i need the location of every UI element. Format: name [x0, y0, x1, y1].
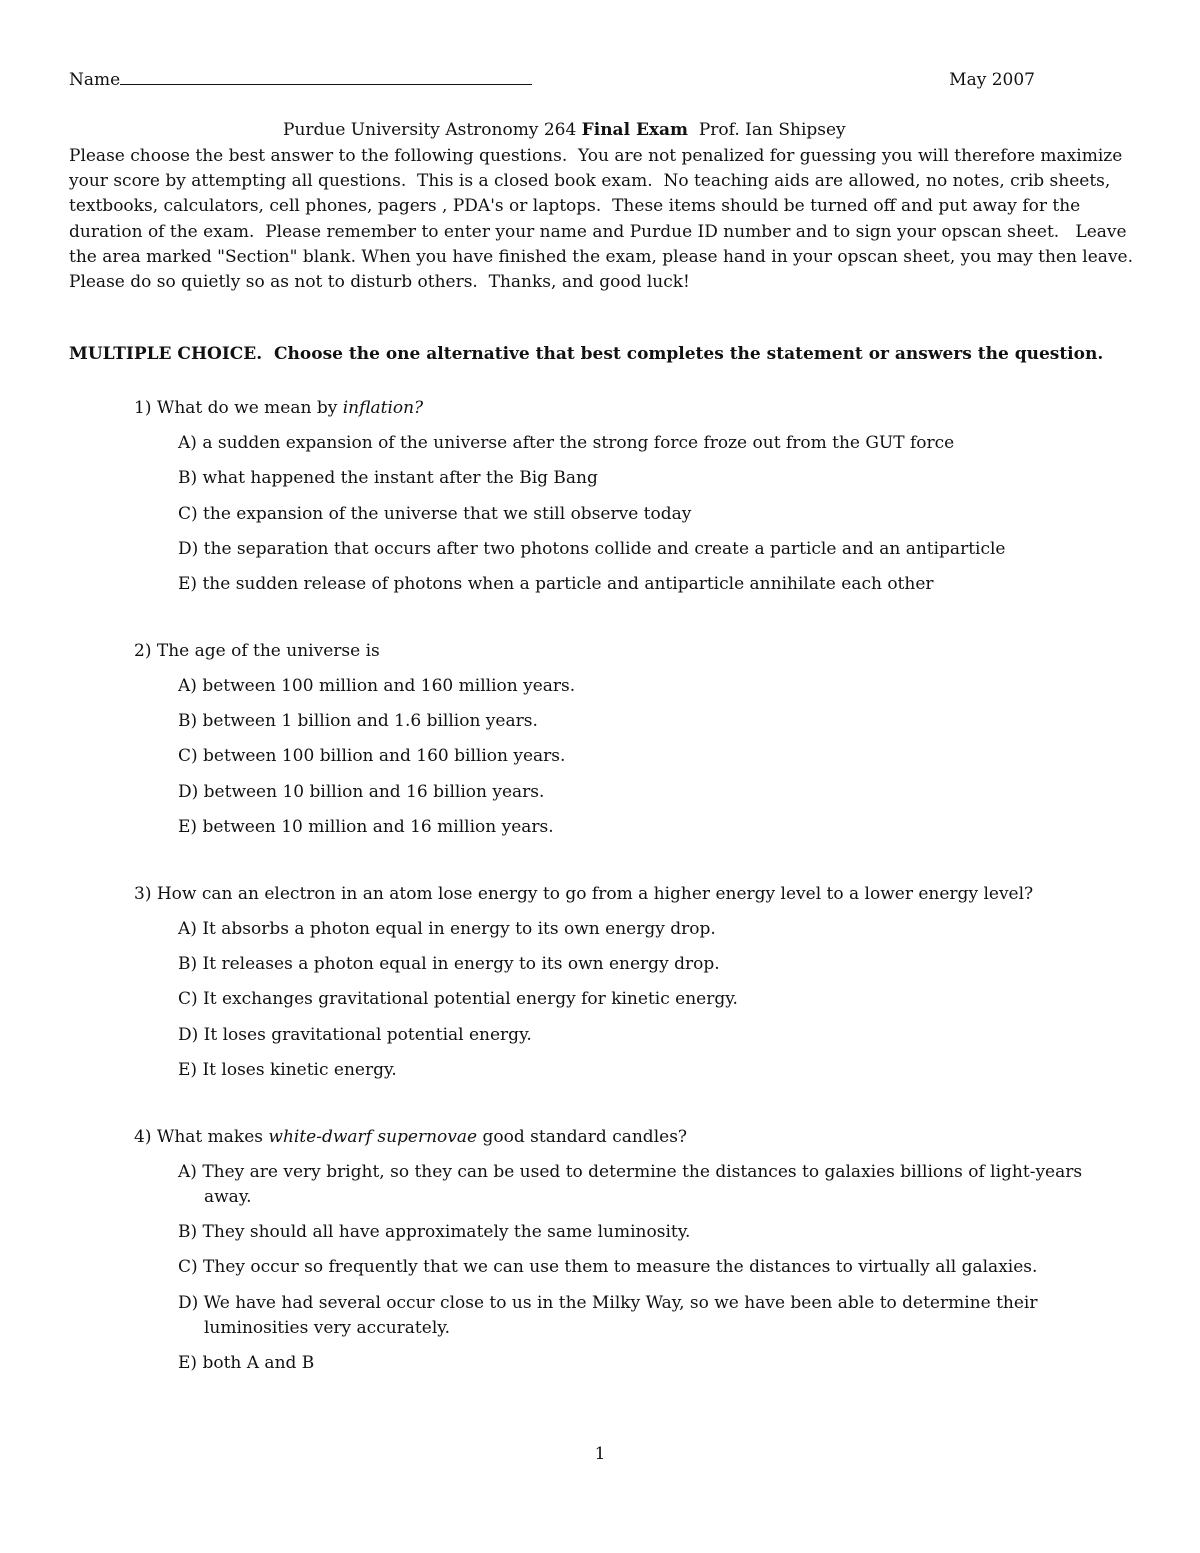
title-suffix: Prof. Ian Shipsey: [688, 120, 846, 140]
instruction-line: Please do so quietly so as not to disturb others. Thanks, and good luck!: [69, 272, 690, 293]
option-3c: C) It exchanges gravitational potential energy for kinetic energy.: [178, 989, 738, 1009]
option-1c: C) the expansion of the universe that we still observe today: [178, 504, 692, 524]
question-1-stem: [134, 397, 423, 419]
page-number: 1: [594, 1444, 606, 1464]
option-3e: E) It loses kinetic energy.: [178, 1060, 397, 1080]
option-2a: A) between 100 million and 160 million years.: [178, 676, 576, 696]
option-2c: C) between 100 billion and 160 billion years.: [178, 746, 566, 766]
option-2d: D) between 10 billion and 16 billion years.: [178, 782, 545, 802]
option-4a: A) They are very bright, so they can be used to determine the distances to galaxies billions of light-years: [178, 1162, 1083, 1182]
option-4b: B) They should all have approximately the same luminosity.: [178, 1222, 691, 1242]
stem-text: 1) What do we mean by: [134, 398, 343, 418]
option-3d: D) It loses gravitational potential energy.: [178, 1025, 532, 1045]
instruction-line: Please choose the best answer to the following questions. You are not penalized for guessing you will therefore maximize: [69, 146, 1123, 166]
stem-text: 4) What makes: [134, 1127, 269, 1147]
name-label: Name: [69, 70, 121, 90]
question-3-stem: 3) How can an electron in an atom lose energy to go from a higher energy level to a lower energy level?: [134, 884, 1034, 904]
option-3b: B) It releases a photon equal in energy to its own energy drop.: [178, 954, 720, 974]
option-4a-continued: away.: [204, 1187, 252, 1207]
question-2-stem: 2) The age of the universe is: [134, 641, 380, 661]
title-bold: Final Exam: [581, 120, 689, 140]
instructions: [69, 144, 1134, 295]
question-4-stem: [134, 1126, 687, 1148]
option-4d-continued: luminosities very accurately.: [204, 1318, 451, 1338]
instruction-line: your score by attempting all questions. This is a closed book exam. No teaching aids are allowed, no notes, crib sheets,: [69, 171, 1111, 192]
option-2b: B) between 1 billion and 1.6 billion years.: [178, 711, 538, 731]
option-4d: D) We have had several occur close to us in the Milky Way, so we have been able to determine their: [178, 1293, 1038, 1313]
instruction-line: duration of the exam. Please remember to enter your name and Purdue ID number and to sign your opscan sheet. Leave: [69, 221, 1127, 242]
instruction-line: the area marked "Section" blank. When you have finished the exam, please hand in your opscan sheet, you may then leave.: [69, 246, 1134, 267]
exam-title: [283, 119, 846, 141]
stem-italic: inflation?: [342, 398, 424, 418]
instruction-line: textbooks, calculators, cell phones, pagers , PDA's or laptops. These items should be turned off and put away for the: [69, 196, 1081, 217]
name-field: [69, 69, 532, 91]
title-prefix: Purdue University Astronomy 264: [283, 120, 582, 140]
option-4e: E) both A and B: [178, 1353, 315, 1373]
option-1a: A) a sudden expansion of the universe after the strong force froze out from the GUT force: [178, 433, 955, 453]
section-heading: MULTIPLE CHOICE. Choose the one alternative that best completes the statement or answers the question.: [69, 344, 1104, 364]
option-1d: D) the separation that occurs after two photons collide and create a particle and an antiparticle: [178, 539, 1006, 559]
stem-italic: white-dwarf supernovae: [268, 1127, 478, 1147]
option-1e: E) the sudden release of photons when a particle and antiparticle annihilate each other: [178, 574, 934, 594]
option-1b: B) what happened the instant after the Big Bang: [178, 468, 598, 488]
option-2e: E) between 10 million and 16 million years.: [178, 817, 554, 837]
option-4c: C) They occur so frequently that we can use them to measure the distances to virtually all galaxies.: [178, 1257, 1038, 1277]
stem-suffix: good standard candles?: [477, 1127, 688, 1147]
option-3a: A) It absorbs a photon equal in energy to its own energy drop.: [178, 919, 716, 939]
name-blank-line: [120, 69, 532, 85]
exam-date: May 2007: [949, 70, 1035, 90]
